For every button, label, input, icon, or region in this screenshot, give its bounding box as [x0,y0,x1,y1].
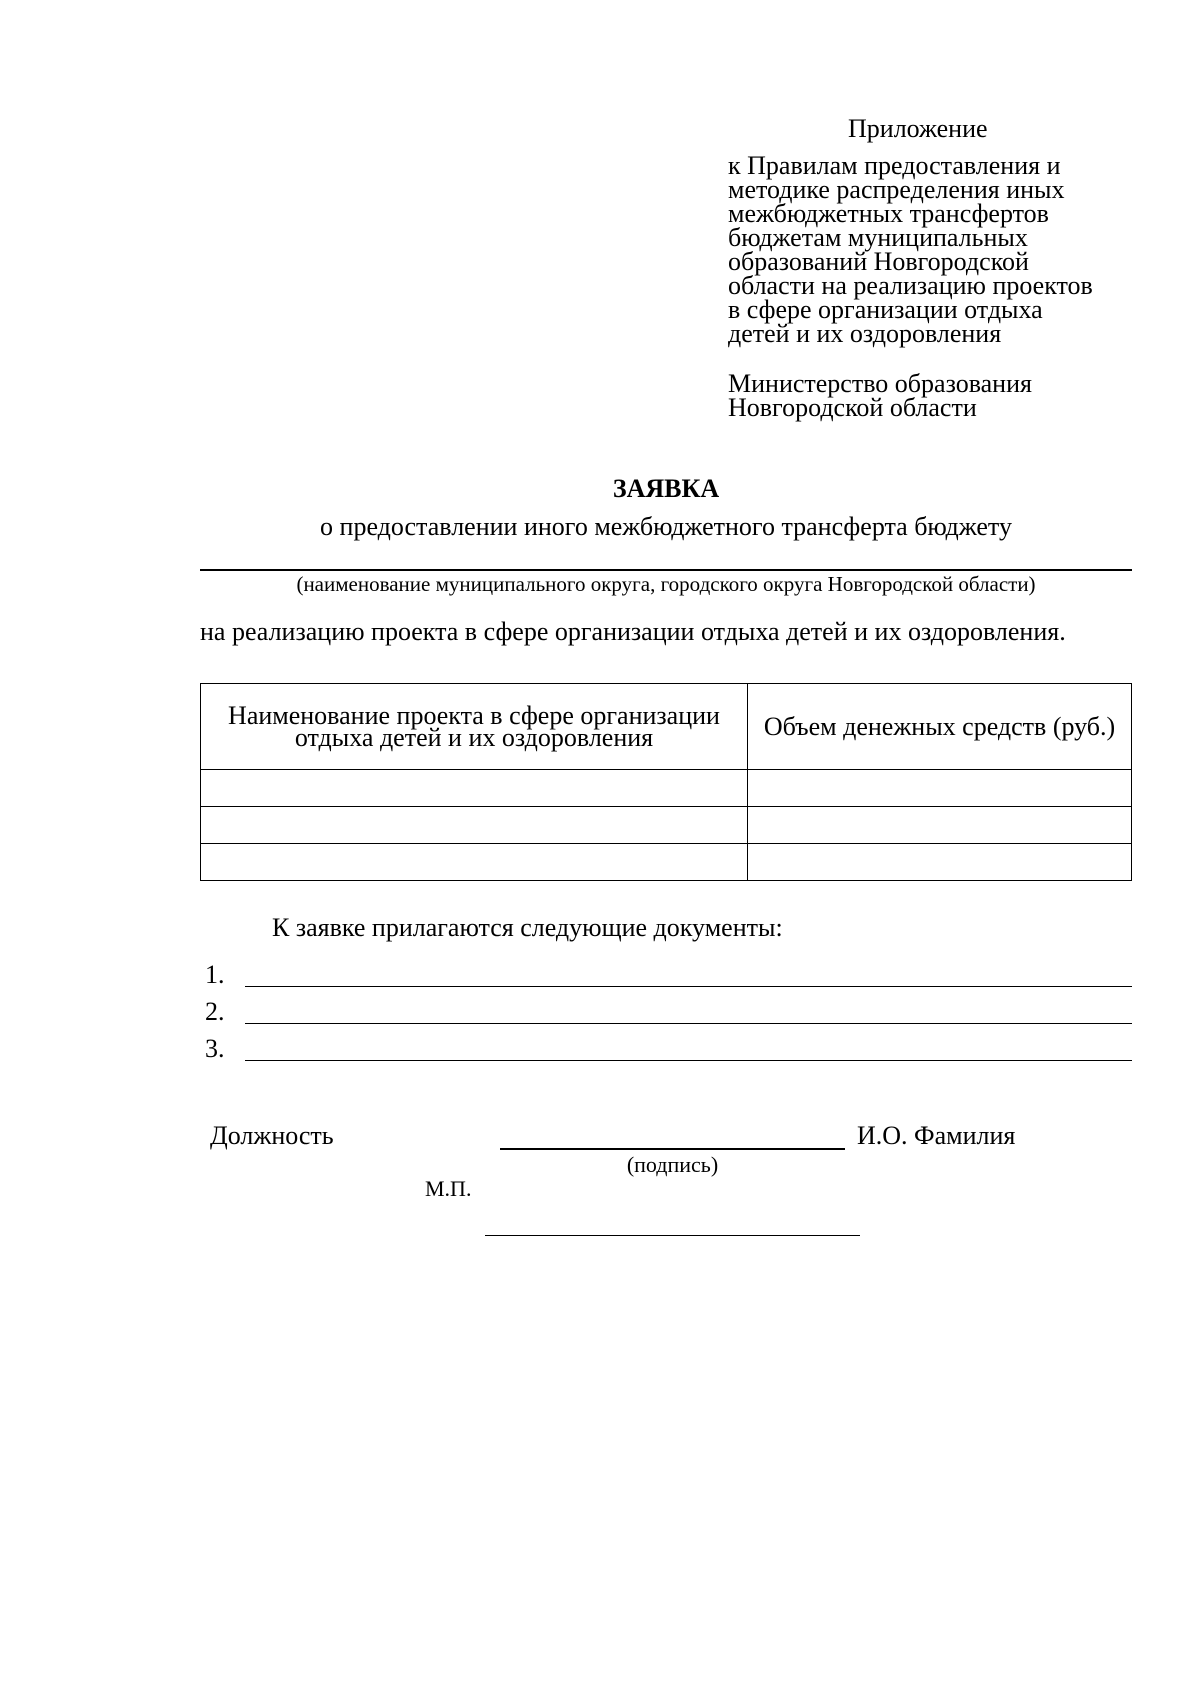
cell-amount [748,844,1132,881]
header-project-name: Наименование проекта в сфере организации отдыха детей и их оздоровления [201,684,748,770]
position-label: Должность [210,1121,334,1150]
document-title: ЗАЯВКА [612,474,720,503]
attachment-item [205,960,1132,990]
cell-amount [748,807,1132,844]
recipient-ministry: Министерство образования Новгородской области [728,369,1032,422]
purpose-text: на реализацию проекта в сфере организации отдыха детей и их оздоровления. [200,617,1066,646]
stamp-label: М.П. [425,1176,472,1201]
cell-amount [748,770,1132,807]
attachments-heading: К заявке прилагаются следующие документы: [272,913,783,942]
attachment-fill-line [245,1060,1132,1061]
attachment-item [205,1034,1132,1064]
name-label: И.О. Фамилия [857,1121,1016,1150]
attachment-number: 1. [205,960,225,989]
attachment-fill-line [245,1023,1132,1024]
table-row [201,844,1132,881]
table-row [201,807,1132,844]
attachment-fill-line [245,986,1132,987]
appendix-title: Приложение [848,114,988,143]
appendix-reference: к Правилам предоставления и методике распределения иных межбюджетных трансфертов бюджетам муниципальных образований Новгородской области на реализацию проектов в сфере организации отдыха детей и их оздоровления [728,151,1093,348]
table-header-row [201,684,1132,770]
cell-project-name [201,807,748,844]
signature-fill-line [500,1148,845,1150]
header-amount: Объем денежных средств (руб.) [748,684,1132,770]
projects-table [200,683,1132,881]
municipality-hint: (наименование муниципального округа, городского округа Новгородской области) [296,572,1036,596]
signature-hint: (подпись) [626,1152,719,1177]
table-row [201,770,1132,807]
attachment-number: 2. [205,997,225,1026]
document-subtitle: о предоставлении иного межбюджетного трансферта бюджету [320,512,1012,541]
attachment-item [205,997,1132,1027]
cell-project-name [201,844,748,881]
attachment-number: 3. [205,1034,225,1063]
cell-project-name [201,770,748,807]
date-fill-line [485,1235,860,1236]
